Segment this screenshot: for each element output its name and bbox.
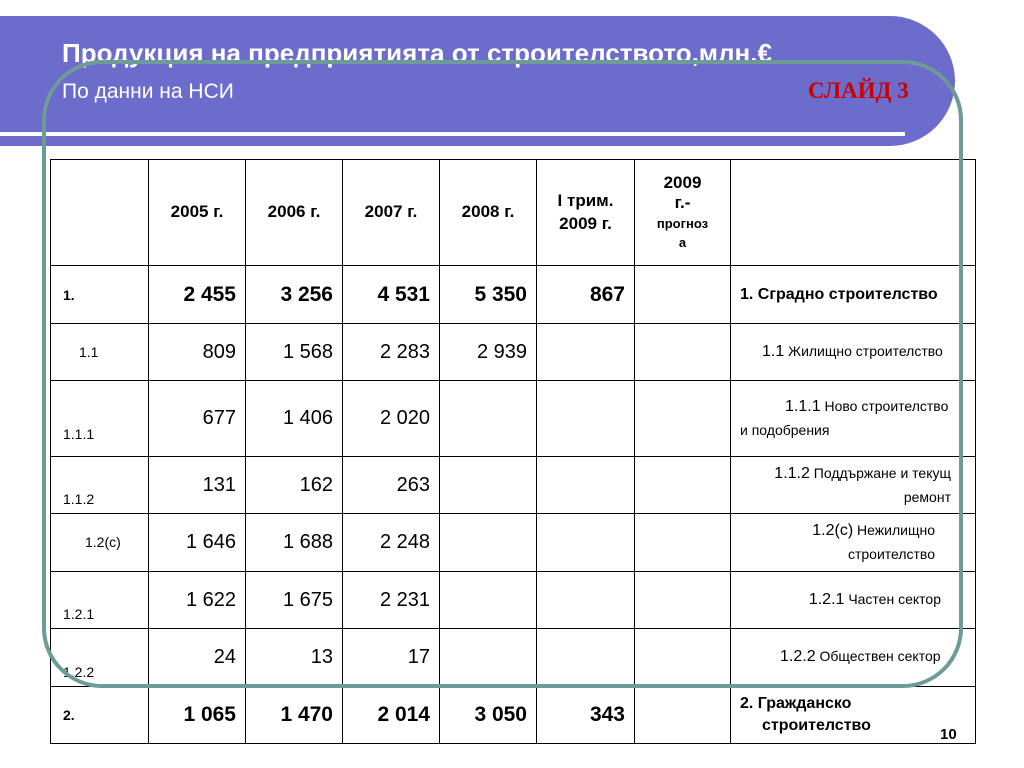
- cell-q1-2009: [537, 324, 635, 381]
- row-code: 1.: [51, 266, 149, 324]
- cell-2005: 1 622: [149, 572, 246, 629]
- row-description: [731, 629, 976, 687]
- row-code: 2.: [51, 687, 149, 744]
- header-forecast-line3: прогноз: [656, 215, 709, 231]
- header-cell-forecast-2009: [635, 160, 731, 266]
- header-cell-2008: 2008 г.: [440, 160, 537, 266]
- description-text: Обществен сектор: [819, 648, 941, 665]
- header-cell-2006: 2006 г.: [246, 160, 343, 266]
- table-row: [51, 266, 976, 324]
- cell-2006: 162: [246, 457, 343, 514]
- cell-2005: 809: [149, 324, 246, 381]
- row-description: [731, 687, 976, 744]
- cell-q1-2009: [537, 381, 635, 457]
- row-description: [731, 381, 976, 457]
- table-row: [51, 457, 976, 514]
- cell-q1-2009: [537, 514, 635, 572]
- cell-2005: 1 646: [149, 514, 246, 572]
- cell-q1-2009: [537, 629, 635, 687]
- description-lead: 1.2(с): [812, 522, 854, 540]
- cell-q1-2009: [537, 572, 635, 629]
- slide-label: СЛАЙД 3: [808, 78, 909, 103]
- cell-2007: 2 020: [343, 381, 440, 457]
- description-lead: 1. Сградно: [740, 285, 825, 303]
- row-description: [731, 457, 976, 514]
- cell-2006: 3 256: [246, 266, 343, 324]
- cell-forecast-2009: [635, 266, 731, 324]
- header-divider: [0, 132, 905, 136]
- header-forecast-line4: а: [678, 235, 687, 251]
- production-table: [50, 159, 976, 744]
- description-text: Нежилищно строителство: [847, 522, 935, 563]
- cell-2005: 24: [149, 629, 246, 687]
- table-row: [51, 514, 976, 572]
- cell-forecast-2009: [635, 687, 731, 744]
- page-number: 10: [940, 726, 957, 743]
- cell-2007: 17: [343, 629, 440, 687]
- cell-2008: [440, 629, 537, 687]
- header-q1-line2: 2009 г.: [559, 213, 612, 233]
- header-forecast-line2: г.-: [674, 192, 691, 212]
- cell-2005: 2 455: [149, 266, 246, 324]
- header-forecast-line1: 2009: [663, 173, 702, 193]
- table-row: [51, 572, 976, 629]
- row-code: 1.1.2: [51, 457, 149, 514]
- table-row: [51, 687, 976, 744]
- header-q1-line1: I трим.: [557, 191, 614, 211]
- table-header-row: [51, 160, 976, 266]
- table-row: [51, 629, 976, 687]
- cell-2008: 2 939: [440, 324, 537, 381]
- header-cell-q1-2009: [537, 160, 635, 266]
- description-lead: 1.1: [762, 342, 785, 360]
- cell-forecast-2009: [635, 514, 731, 572]
- cell-q1-2009: 343: [537, 687, 635, 744]
- cell-q1-2009: 867: [537, 266, 635, 324]
- cell-forecast-2009: [635, 324, 731, 381]
- description-text: Ново строителство и подобрения: [740, 398, 949, 439]
- description-text: строителство: [828, 285, 938, 303]
- cell-forecast-2009: [635, 381, 731, 457]
- row-description: [731, 514, 976, 572]
- description-lead: 2. Гражданско: [740, 695, 852, 713]
- description-text: Поддържане и текущ ремонт: [813, 464, 951, 505]
- cell-forecast-2009: [635, 629, 731, 687]
- description-lead: 1.1.2: [774, 464, 810, 482]
- header-cell-description: [731, 160, 976, 266]
- cell-2006: 1 470: [246, 687, 343, 744]
- header-cell-2005: 2005 г.: [149, 160, 246, 266]
- cell-2006: 1 406: [246, 381, 343, 457]
- description-text: Жилищно строителство: [788, 342, 943, 359]
- description-lead: 1.1.1: [785, 398, 821, 416]
- cell-2008: [440, 457, 537, 514]
- row-code: 1.2.1: [51, 572, 149, 629]
- cell-2007: 4 531: [343, 266, 440, 324]
- row-code: 1.1.1: [51, 381, 149, 457]
- cell-2007: 2 283: [343, 324, 440, 381]
- cell-forecast-2009: [635, 457, 731, 514]
- row-description: [731, 572, 976, 629]
- description-lead: 1.2.2: [780, 648, 816, 666]
- cell-2008: 5 350: [440, 266, 537, 324]
- cell-2006: 13: [246, 629, 343, 687]
- cell-2007: 2 014: [343, 687, 440, 744]
- cell-2007: 2 231: [343, 572, 440, 629]
- table-row: [51, 381, 976, 457]
- cell-q1-2009: [537, 457, 635, 514]
- row-code: 1.1: [51, 324, 149, 381]
- cell-2006: 1 675: [246, 572, 343, 629]
- description-lead: 1.2.1: [808, 590, 845, 608]
- slide-subtitle: По данни на НСИ: [62, 80, 234, 103]
- row-code: 1.2.2: [51, 629, 149, 687]
- cell-2007: 2 248: [343, 514, 440, 572]
- row-code: 1.2(с): [51, 514, 149, 572]
- cell-2005: 677: [149, 381, 246, 457]
- table-row: [51, 324, 976, 381]
- description-text: строителство: [762, 717, 871, 734]
- description-text: Частен сектор: [848, 590, 941, 607]
- cell-2006: 1 568: [246, 324, 343, 381]
- cell-2008: [440, 381, 537, 457]
- cell-2005: 1 065: [149, 687, 246, 744]
- cell-forecast-2009: [635, 572, 731, 629]
- cell-2008: [440, 572, 537, 629]
- slide-title: Продукция на предприятията от строителството,млн.€: [62, 38, 772, 68]
- cell-2008: 3 050: [440, 687, 537, 744]
- cell-2006: 1 688: [246, 514, 343, 572]
- header-cell-code: [51, 160, 149, 266]
- row-description: [731, 324, 976, 381]
- header-cell-2007: 2007 г.: [343, 160, 440, 266]
- cell-2007: 263: [343, 457, 440, 514]
- row-description: [731, 266, 976, 324]
- cell-2008: [440, 514, 537, 572]
- cell-2005: 131: [149, 457, 246, 514]
